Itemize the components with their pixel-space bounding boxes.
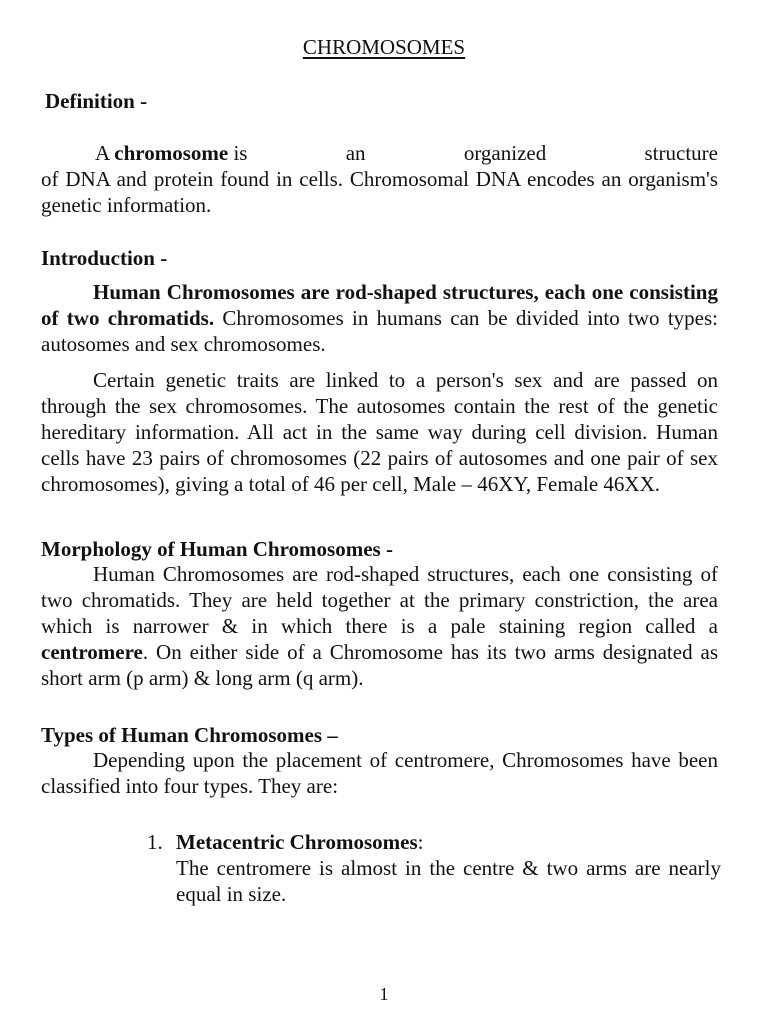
definition-line-1 bbox=[41, 140, 718, 166]
title-text: CHROMOSOMES bbox=[302, 35, 466, 59]
definition-word-structure: structure bbox=[644, 141, 718, 165]
page-number: 1 bbox=[379, 984, 389, 1004]
centromere-term: centromere bbox=[41, 640, 143, 664]
definition-word-organized: organized bbox=[463, 141, 547, 165]
introduction-paragraph-1 bbox=[41, 279, 718, 357]
introduction-paragraph-2: Certain genetic traits are linked to a person's sex and are passed on through the sex chromosomes. The autosomes contain the rest of the genetic hereditary information. All act in the same way during cell division. Human cells have 23 pairs of chromosomes (22 pairs of autosomes and one pair of sex chromosomes), giving a total of 46 per cell, Male – 46XY, Female 46XX. bbox=[41, 368, 718, 496]
types-heading: Types of Human Chromosomes – bbox=[41, 723, 338, 747]
introduction-bold-lead: Human Chromosomes are rod-shaped structures, each one consisting of two chromatids. bbox=[41, 280, 718, 330]
definition-heading: Definition - bbox=[45, 89, 148, 113]
chromosome-term: chromosome bbox=[114, 141, 229, 165]
definition-word-an: an bbox=[345, 141, 366, 165]
definition-line-1-start: A chromosome is bbox=[95, 141, 248, 165]
introduction-heading: Introduction - bbox=[41, 246, 168, 270]
list-item-title: Metacentric Chromosomes: bbox=[176, 830, 424, 854]
morphology-heading: Morphology of Human Chromosomes - bbox=[41, 537, 393, 561]
page-title bbox=[0, 34, 768, 60]
definition-text: of DNA and protein found in cells. Chromosomal DNA encodes an organism's genetic information. bbox=[41, 167, 718, 217]
list-item-number: 1. bbox=[147, 830, 163, 854]
list-item-text: The centromere is almost in the centre & two arms are nearly equal in size. bbox=[176, 856, 721, 906]
list-item bbox=[176, 829, 721, 907]
introduction-p1-rest: Chromosomes in humans can be divided into two types: autosomes and sex chromosomes. bbox=[41, 306, 719, 356]
types-paragraph: Depending upon the placement of centromere, Chromosomes have been classified into four types. They are: bbox=[41, 748, 718, 798]
morphology-paragraph: Human Chromosomes are rod-shaped structures, each one consisting of two chromatids. They are held together at the primary constriction, the area which is narrower & in which there is a pale staining region called a centromere. On either side of a Chromosome has its two arms designated as short arm (p arm) & long arm (q arm). bbox=[41, 562, 718, 690]
